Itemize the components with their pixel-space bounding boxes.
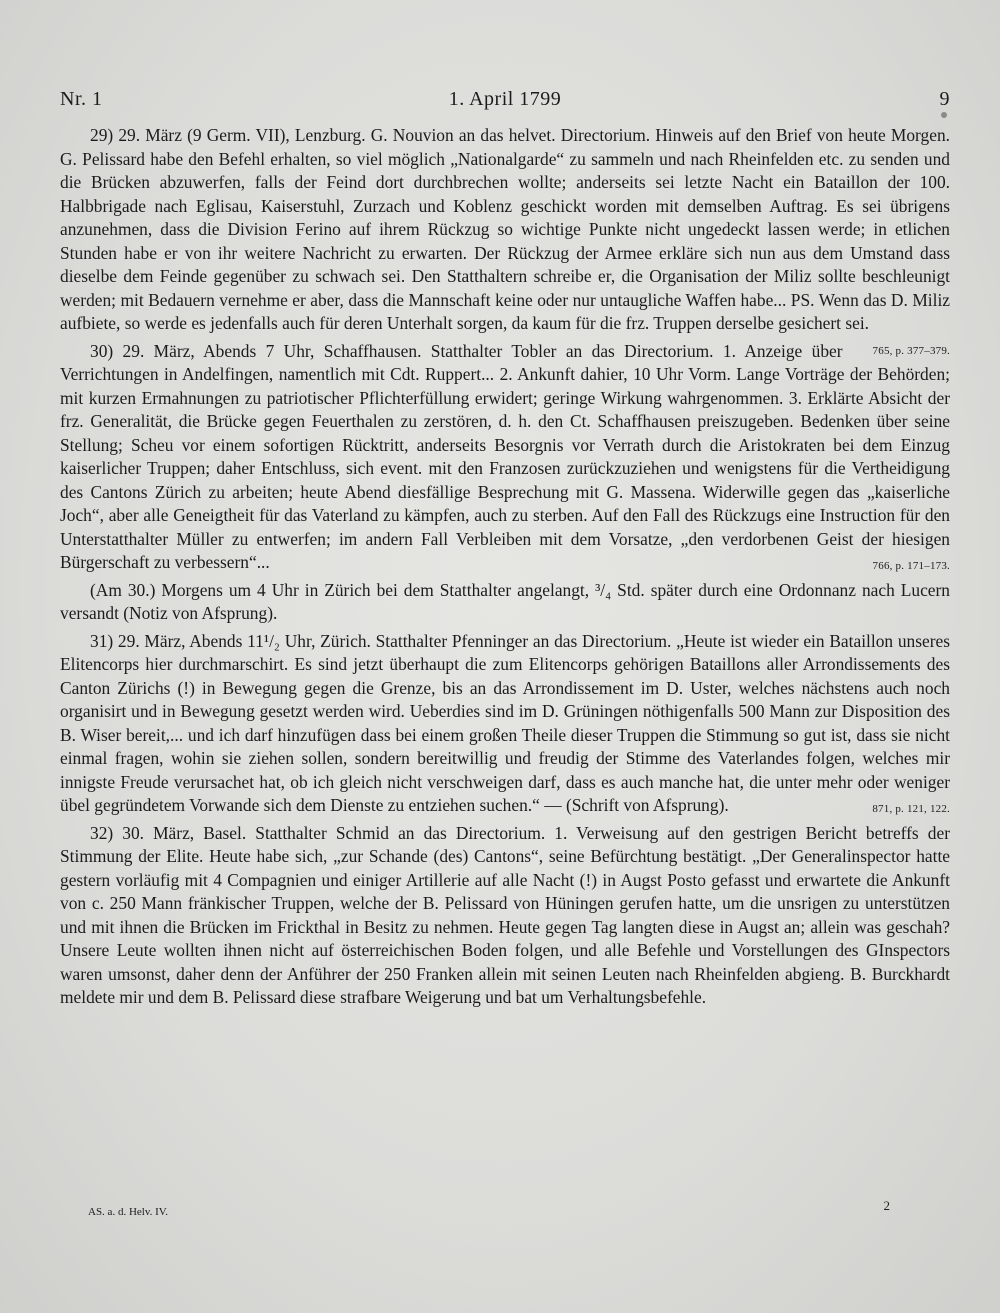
entry-31 xyxy=(60,630,950,818)
signature-mark: AS. a. d. Helv. IV. xyxy=(88,1206,169,1218)
archive-reference: 765, p. 377–379. xyxy=(872,344,950,357)
sheet-number: 2 xyxy=(883,1198,890,1213)
entry-note xyxy=(60,579,950,626)
page-footer xyxy=(88,1198,890,1226)
entry-text: 30) 29. März, Abends 7 Uhr, Schaffhausen. Statthalter Tobler an das Directorium. 1. Anzeige über Verrichtungen in Andelfingen, namentlich mit Cdt. Ruppert... 2. Ankunft dahier, 10 Uhr Vorm. Lange Vorträge der Behörden; mit kurzen Ermahnungen zu patriotischer Pflichterfüllung erwidert; geringe Wirkung wahrgenommen. 3. Erklärte Absicht der frz. Generalität, die Brücke gegen Feuerthalen zu zerstören, d. h. den Ct. Schaffhausen preiszugeben. Bedenken über seine Stellung; Scheu vor einem sofortigen Rücktritt, anderseits Besorgnis vor Verrath durch die Aristokraten bei dem Einzug kaiserlicher Truppen; daher Entschluss, sich event. mit den Franzosen zurückzuziehen und wenigstens für die Vertheidigung des Cantons Zürich zu arbeiten; heute Abend diesfällige Besprechung mit G. Massena. Widerwille gegen das „kaiserliche Joch“, aber alle Geneigtheit für das Vaterland zu kämpfen, auch zu sterben. Auf den Fall des Rückzugs eine Instruction für den Unterstatthalter Müller zu entwerfen; im andern Fall Verbleiben mit dem Vorsatze, „den verdorbenen Geist der hiesigen Bürgerschaft zu verbessern“... xyxy=(60,340,950,572)
entry-30 xyxy=(60,340,950,575)
issue-number: Nr. 1 xyxy=(60,88,103,110)
entry-text: (Am 30.) Morgens um 4 Uhr in Zürich bei dem Statthalter angelangt, ³/₄ Std. später durch eine Ordonnanz nach Lucern versandt (Notiz von Afsprung). xyxy=(60,579,950,623)
entry-text: 31) 29. März, Abends 11¹/₂ Uhr, Zürich. Statthalter Pfenninger an das Directorium. „Heute ist wieder ein Bataillon unseres Elitencorps hier durchmarschirt. Es sind jetzt überhaupt die zum Elitencorps gehörigen Bataillons aller Arrondissements des Canton Zürichs (!) in Bewegung gegen die Grenze, bis an das Arrondissement im D. Uster, welches nächstens auch noch organisirt und in Bewegung gesetzt werden wird. Ueberdies sind im D. Grüningen nöthigenfalls 500 Mann zur Disposition des B. Wiser bereit,... und ich darf hinzufügen dass bei einem großen Theile dieser Truppen die Stimmung so gut ist, dass sie nicht einmal fragen, wohin sie ziehen sollen, sondern bereitwillig und freudig der Stimme des Vaterlandes folgen, welches mir innigste Freude verursachet hat, ob ich gleich nicht verschweigen darf, dass es auch manche hat, die unter mehr oder weniger übel gegründetem Vorwande sich dem Dienste zu entziehen suchen.“ — (Schrift von Afsprung). xyxy=(60,630,950,815)
document-body xyxy=(60,124,950,1014)
running-header xyxy=(60,88,950,118)
page-number: 9 xyxy=(939,88,950,110)
header-date: 1. April 1799 xyxy=(448,88,562,110)
entry-29 xyxy=(60,124,950,357)
entry-text: 29) 29. März (9 Germ. VII), Lenzburg. G. Nouvion an das helvet. Directorium. Hinweis auf den Brief von heute Morgen. G. Pelissard habe den Befehl erhalten, so viel möglich „Nationalgarde“ zu sammeln und nach Rheinfelden etc. zu senden und die Brücken abzuwerfen, falls der Feind dort durchbrechen wollte; anderseits sei letzte Nacht ein Bataillon der 100. Halbbrigade nach Eglisau, Kaiserstuhl, Zurzach und Koblenz geschickt worden mit demselben Auftrag. Es sei übrigens anzunehmen, dass die Division Ferino auf ihrem Rückzug so wichtige Punkte nicht ungedeckt lassen werde; in etlichen Stunden habe er von ihr weitere Nachricht zu erwarten. Der Rückzug der Armee erkläre sich nun aus dem Umstand dass dieselbe dem Feinde gegenüber zu schwach sei. Den Statthaltern schreibe er, die Organisation der Miliz sollte beschleunigt werden; mit Bedauern vernehme er aber, dass die Mannschaft keine oder nur untaugliche Waffen habe... PS. Wenn das D. Miliz aufbiete, so werde es jedenfalls auch für deren Unterhalt sorgen, da kaum für die frz. Truppen derselbe gesichert sei. xyxy=(60,125,950,333)
archive-reference: 766, p. 171–173. xyxy=(872,560,950,572)
archive-reference: 871, p. 121, 122. xyxy=(872,803,950,815)
entry-32 xyxy=(60,822,950,1010)
entry-text: 32) 30. März, Basel. Statthalter Schmid an das Directorium. 1. Verweisung auf den gestrigen Bericht betreffs der Stimmung der Elite. Heute habe sich, „zur Schande (des) Cantons“, seine Befürchtung bestätigt. „Der Generalinspector hatte gestern vorläufig mit 4 Compagnien und einiger Artillerie auf alle Nacht (!) in Augst Posto gefasst und erwartete die Ankunft von c. 250 Mann fränkischer Truppen, welche der B. Pelissard von Hüningen gerufen hatte, um die unsrigen zu unterstützen und mit ihnen die Brücken im Frickthal in Besitz zu nehmen. Heute gegen Tag langten diese in Augst an; allein was geschah? Unsere Leute wollten ihnen nicht auf österreichischen Boden folgen, und alle Befehle und Vorstellungen des GInspectors waren umsonst, daher denn der Anführer der 250 Franken allein mit seinen Leuten nach Rheinfelden abgieng. B. Burckhardt meldete mir und dem B. Pelissard diese strafbare Weigerung und bat um Verhaltungsbefehle. xyxy=(60,822,950,1007)
